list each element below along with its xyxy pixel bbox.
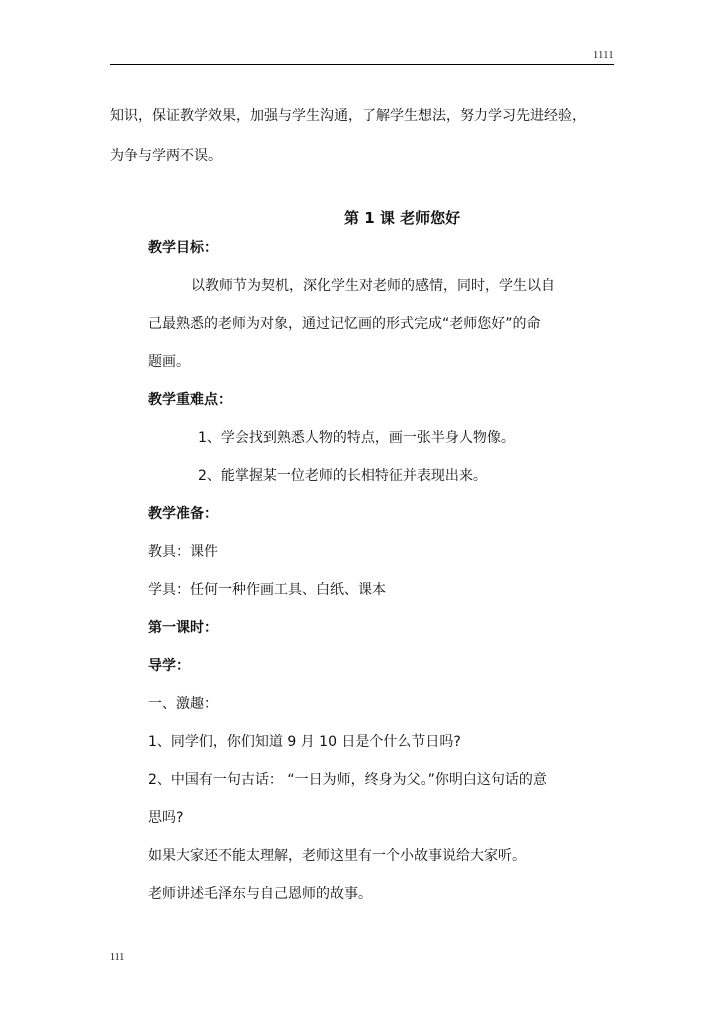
objectives-line-3: 题画。 [148, 354, 190, 370]
objectives-line-1: 以教师节为契机，深化学生对老师的感情，同时，学生以自 [191, 278, 555, 294]
objectives-heading: 教学目标： [148, 240, 218, 256]
key-points-heading: 教学重难点： [148, 392, 232, 408]
intro-line-1: 知识，保证教学效果，加强与学生沟通，了解学生想法，努力学习先进经验， [110, 108, 586, 124]
header-rule [110, 64, 614, 65]
story-line: 老师讲述毛泽东与自己恩师的故事。 [148, 886, 372, 902]
question-2-line-1: 2、中国有一句古话： “一日为师，终身为父。”你明白这句话的意 [148, 772, 547, 788]
story-intro: 如果大家还不能太理解，老师这里有一个小故事说给大家听。 [148, 848, 526, 864]
key-point-1: 1、学会找到熟悉人物的特点，画一张半身人物像。 [198, 430, 515, 446]
header-page-number: 1111 [593, 50, 614, 61]
question-2-line-2: 思吗? [148, 810, 184, 826]
section-1-heading: 一、激趣： [148, 696, 218, 712]
guide-heading: 导学： [148, 658, 190, 674]
footer-page-number: 111 [110, 952, 125, 963]
period-heading: 第一课时： [148, 620, 218, 636]
key-point-2: 2、能掌握某一位老师的长相特征并表现出来。 [198, 468, 487, 484]
teacher-tools: 教具：课件 [148, 544, 218, 560]
student-tools: 学具：任何一种作画工具、白纸、课本 [148, 582, 386, 598]
intro-line-2: 为争与学两不误。 [110, 148, 222, 164]
preparation-heading: 教学准备： [148, 506, 218, 522]
objectives-line-2: 己最熟悉的老师为对象，通过记忆画的形式完成“老师您好”的命 [148, 316, 541, 332]
lesson-title: 第 1 课 老师您好 [344, 209, 461, 227]
question-1: 1、同学们，你们知道 9 月 10 日是个什么节日吗? [148, 734, 461, 750]
